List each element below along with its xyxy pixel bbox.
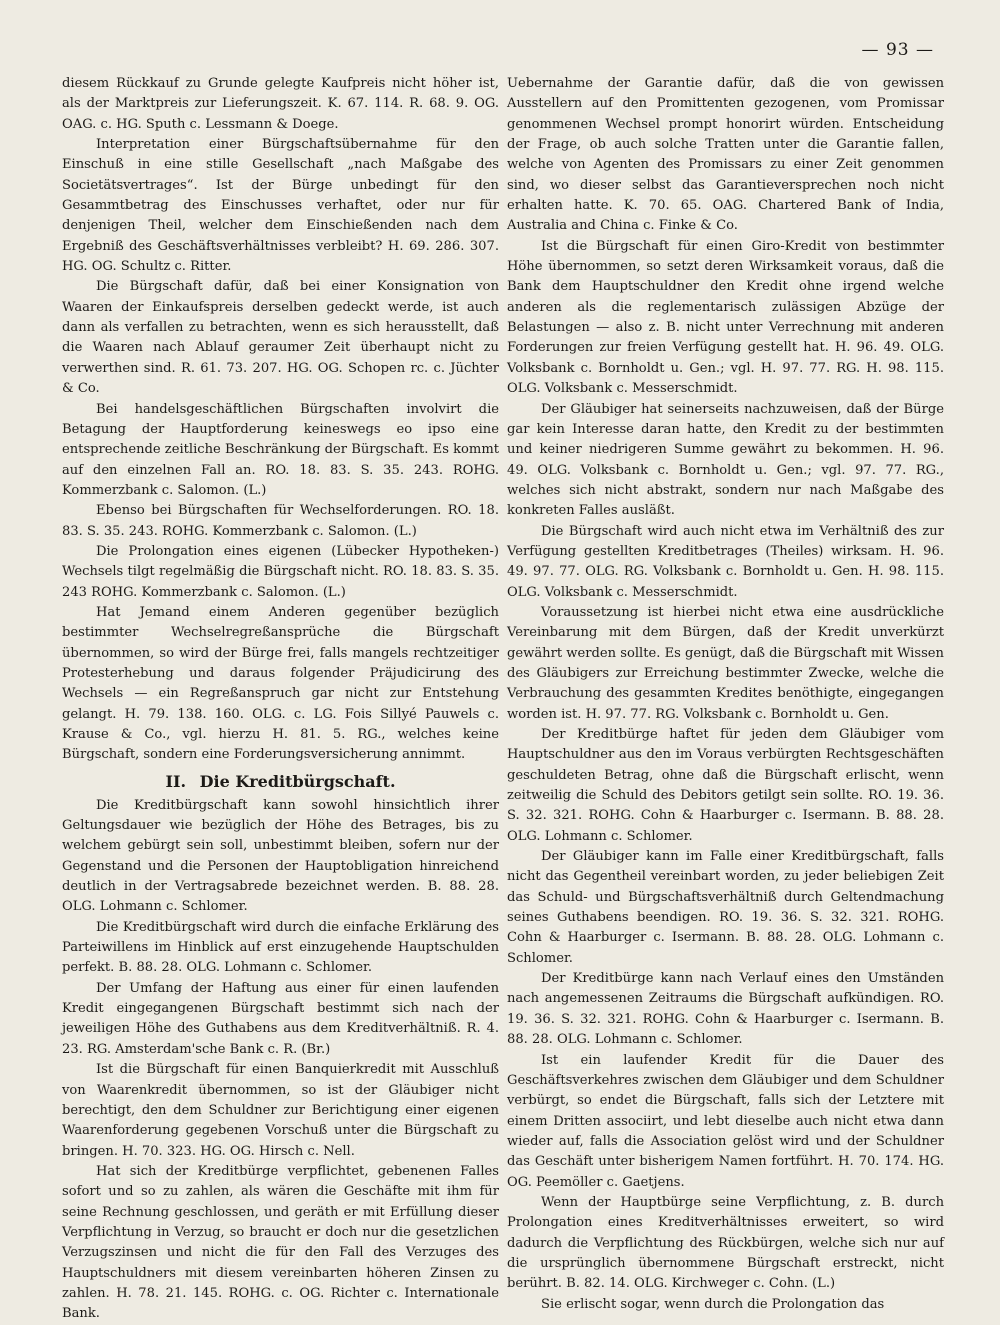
section-number: II.: [165, 771, 187, 791]
paragraph: Der Kreditbürge haftet für jeden dem Gläubiger vom Hauptschuldner aus den im Voraus verbürgten Rechtsgeschäften geschuldeten Betrag, ohne daß die Bürgschaft erlischt, wenn zeitweilig die Schuld des Debitors getilgt sein sollte. RO. 19. 36. S. 32. 321. ROHG. Cohn & Haarburger c. Isermann. B. 88. 28. OLG. Lohmann c. Schlomer.: [507, 727, 944, 844]
paragraph: Der Gläubiger hat seinerseits nachzuweisen, daß der Bürge gar kein Interesse daran hatte, den Kredit zu der bestimmten und keiner niedrigeren Summe gewährt zu bekommen. H. 96. 49. OLG. Volksbank c. Bornholdt u. Gen.; vgl. 97. 77. RG., welches sich nicht abstrakt, sondern nur nach Maßgabe des konkreten Falles ausläßt.: [507, 401, 944, 519]
paragraph: Die Bürgschaft wird auch nicht etwa im Verhältniß des zur Verfügung gestellten Kreditbetrages (Theiles) wirksam. H. 96. 49. 97. 77. OLG. RG. Volksbank c. Bornholdt u. Gen. H. 98. 115. OLG. Volksbank c. Messerschmidt.: [507, 523, 944, 600]
paragraph: Ist die Bürgschaft für einen Giro-Kredit von bestimmter Höhe übernommen, so setzt deren Wirksamkeit voraus, daß die Bank dem Hauptschuldner den Kredit ohne irgend welche anderen als die reglementarisch zulässigen Abzüge der Belastungen — also z. B. nicht unter Verrechnung mit anderen Forderungen zur freien Verfügung gestellt hat. H. 96. 49. OLG. Volksbank c. Bornholdt u. Gen.; vgl. H. 97. 77. RG. H. 98. 115. OLG. Volksbank c. Messerschmidt.: [507, 238, 944, 397]
left-column: [62, 74, 499, 1325]
paragraph: Uebernahme der Garantie dafür, daß die von gewissen Ausstellern auf den Promittenten gezogenen, vom Promissar genommenen Wechsel prompt honorirt würden. Entscheidung der Frage, ob auch solche Tratten unter die Garantie fallen, welche von Agenten des Promissars zu einer Zeit genommen sind, wo dieser selbst das Garantieversprechen noch nicht erhalten hatte. K. 70. 65. OAG. Chartered Bank of India, Australia and China c. Finke & Co.: [507, 76, 944, 234]
paragraph: Wenn der Hauptbürge seine Verpflichtung, z. B. durch Prolongation eines Kreditverhältnisses erweitert, so wird dadurch die Verpflichtung des Rückbürgen, welche sich nur auf die ursprünglich übernommene Bürgschaft erstreckt, nicht berührt. B. 82. 14. OLG. Kirchweger c. Cohn. (L.): [507, 1194, 944, 1292]
paragraph: Ebenso bei Bürgschaften für Wechselforderungen. RO. 18. 83. S. 35. 243. ROHG. Kommerzbank c. Salomon. (L.): [62, 503, 499, 539]
section-title: Die Kreditbürgschaft.: [199, 771, 396, 791]
paragraph: Hat Jemand einem Anderen gegenüber bezüglich bestimmter Wechselregreßansprüche die Bürgschaft übernommen, so wird der Bürge frei, falls mangels rechtzeitiger Protesterhebung und daraus folgender Präjudicirung des Wechsels — ein Regreßanspruch gar nicht zur Entstehung gelangt. H. 79. 138. 160. OLG. c. LG. Fois Sillyé Pauwels c. Krause & Co., vgl. hierzu H. 81. 5. RG., welches keine Bürgschaft, sondern eine Forderungsversicherung annimmt.: [62, 604, 499, 763]
paragraph: Voraussetzung ist hierbei nicht etwa eine ausdrückliche Vereinbarung mit dem Bürgen, daß der Kredit unverkürzt gewährt werden sollte. Es genügt, daß die Bürgschaft mit Wissen des Gläubigers zur Erreichung bestimmter Zwecke, welche die Verbrauchung des gesammten Kredites benöthigte, eingegangen worden ist. H. 97. 77. RG. Volksbank c. Bornholdt u. Gen.: [507, 604, 944, 722]
paragraph: diesem Rückkauf zu Grunde gelegte Kaufpreis nicht höher ist, als der Marktpreis zur Lieferungszeit. K. 67. 114. R. 68. 9. OG. OAG. c. HG. Sputh c. Lessmann & Doege.: [62, 76, 499, 132]
paragraph: Sie erlischt sogar, wenn durch die Prolongation das: [541, 1296, 885, 1312]
paragraph: Bei handelsgeschäftlichen Bürgschaften involvirt die Betagung der Hauptforderung keineswegs eo ipso eine entsprechende zeitliche Beschränkung der Bürgschaft. Es kommt auf den einzelnen Fall an. RO. 18. 83. S. 35. 243. ROHG. Kommerzbank c. Salomon. (L.): [62, 401, 499, 498]
right-column: [507, 74, 944, 1325]
paragraph: Der Umfang der Haftung aus einer für einen laufenden Kredit eingegangenen Bürgschaft bestimmt sich nach der jeweiligen Höhe des Guthabens aus dem Kreditverhältniß. R. 4. 23. RG. Amsterdam'sche Bank c. R. (Br.): [62, 980, 499, 1057]
paragraph: Die Bürgschaft dafür, daß bei einer Konsignation von Waaren der Einkaufspreis derselben gedeckt werde, ist auch dann als verfallen zu betrachten, wenn es sich herausstellt, daß die Waaren nach Ablauf geraumer Zeit überhaupt nicht zu verwerthen sind. R. 61. 73. 207. HG. OG. Schopen rc. c. Jüchter & Co.: [62, 279, 499, 397]
paragraph: Der Kreditbürge kann nach Verlauf eines den Umständen nach angemessenen Zeitraums die Bürgschaft aufkündigen. RO. 19. 36. S. 32. 321. ROHG. Cohn & Haarburger c. Isermann. B. 88. 28. OLG. Lohmann c. Schlomer.: [507, 971, 944, 1048]
paragraph: Die Kreditbürgschaft kann sowohl hinsichtlich ihrer Geltungsdauer wie bezüglich der Höhe des Betrages, bis zu welchem gebürgt sein soll, unbestimmt bleiben, sofern nur der Gegenstand und die Personen der Hauptobligation hinreichend deutlich in der Vertragsabrede bezeichnet werden. B. 88. 28. OLG. Lohmann c. Schlomer.: [62, 797, 499, 915]
paragraph: Ist die Bürgschaft für einen Banquierkredit mit Ausschluß von Waarenkredit übernommen, so ist der Gläubiger nicht berechtigt, den dem Schuldner zur Berichtigung einer eigenen Waarenforderung gegebenen Vorschuß unter die Bürgschaft zu bringen. H. 70. 323. HG. OG. Hirsch c. Nell.: [62, 1062, 499, 1159]
paragraph: Interpretation einer Bürgschaftsübernahme für den Einschuß in eine stille Gesellschaft „nach Maßgabe des Societätsvertrages“. Ist der Bürge unbedingt für den Gesammtbetrag des Einschusses verhaftet, oder nur für denjenigen Theil, welcher dem Einschießenden nach dem Ergebniß des Geschäftsverhältnisses verbleibt? H. 69. 286. 307. HG. OG. Schultz c. Ritter.: [62, 137, 499, 275]
paragraph: Die Prolongation eines eigenen (Lübecker Hypotheken-) Wechsels tilgt regelmäßig die Bürgschaft nicht. RO. 18. 83. S. 35. 243 ROHG. Kommerzbank c. Salomon. (L.): [62, 543, 499, 600]
section-heading: [62, 771, 499, 793]
two-column-body: [62, 74, 944, 1325]
page-number: — 93 —: [861, 40, 934, 60]
paragraph: Der Gläubiger kann im Falle einer Kreditbürgschaft, falls nicht das Gegentheil vereinbart worden, zu jeder beliebigen Zeit das Schuld- und Bürgschaftsverhältniß durch Geltendmachung seines Guthabens beendigen. RO. 19. 36. S. 32. 321. ROHG. Cohn & Haarburger c. Isermann. B. 88. 28. OLG. Lohmann c. Schlomer.: [507, 849, 944, 966]
paragraph: Hat sich der Kreditbürge verpflichtet, gebenenen Falles sofort und so zu zahlen, als wären die Geschäfte mit ihm für seine Rechnung geschlossen, und geräth er mit Erfüllung dieser Verpflichtung in Verzug, so braucht er doch nur die gesetzlichen Verzugszinsen und nicht die für den Fall des Verzuges des Hauptschuldners mit diesem vereinbarten höheren Zinsen zu zahlen. H. 78. 21. 145. ROHG. c. OG. Richter c. Internationale Bank.: [62, 1163, 499, 1322]
paragraph: Ist ein laufender Kredit für die Dauer des Geschäftsverkehres zwischen dem Gläubiger und dem Schuldner verbürgt, so endet die Bürgschaft, falls sich der Letztere mit einem Dritten associirt, und lebt dieselbe auch nicht etwa dann wieder auf, falls die Association gelöst wird und der Schuldner das Geschäft unter bisherigem Namen fortführt. H. 70. 174. HG. OG. Peemöller c. Gaetjens.: [507, 1052, 944, 1190]
paragraph: Die Kreditbürgschaft wird durch die einfache Erklärung des Parteiwillens im Hinblick auf erst einzugehende Hauptschulden perfekt. B. 88. 28. OLG. Lohmann c. Schlomer.: [62, 919, 499, 976]
